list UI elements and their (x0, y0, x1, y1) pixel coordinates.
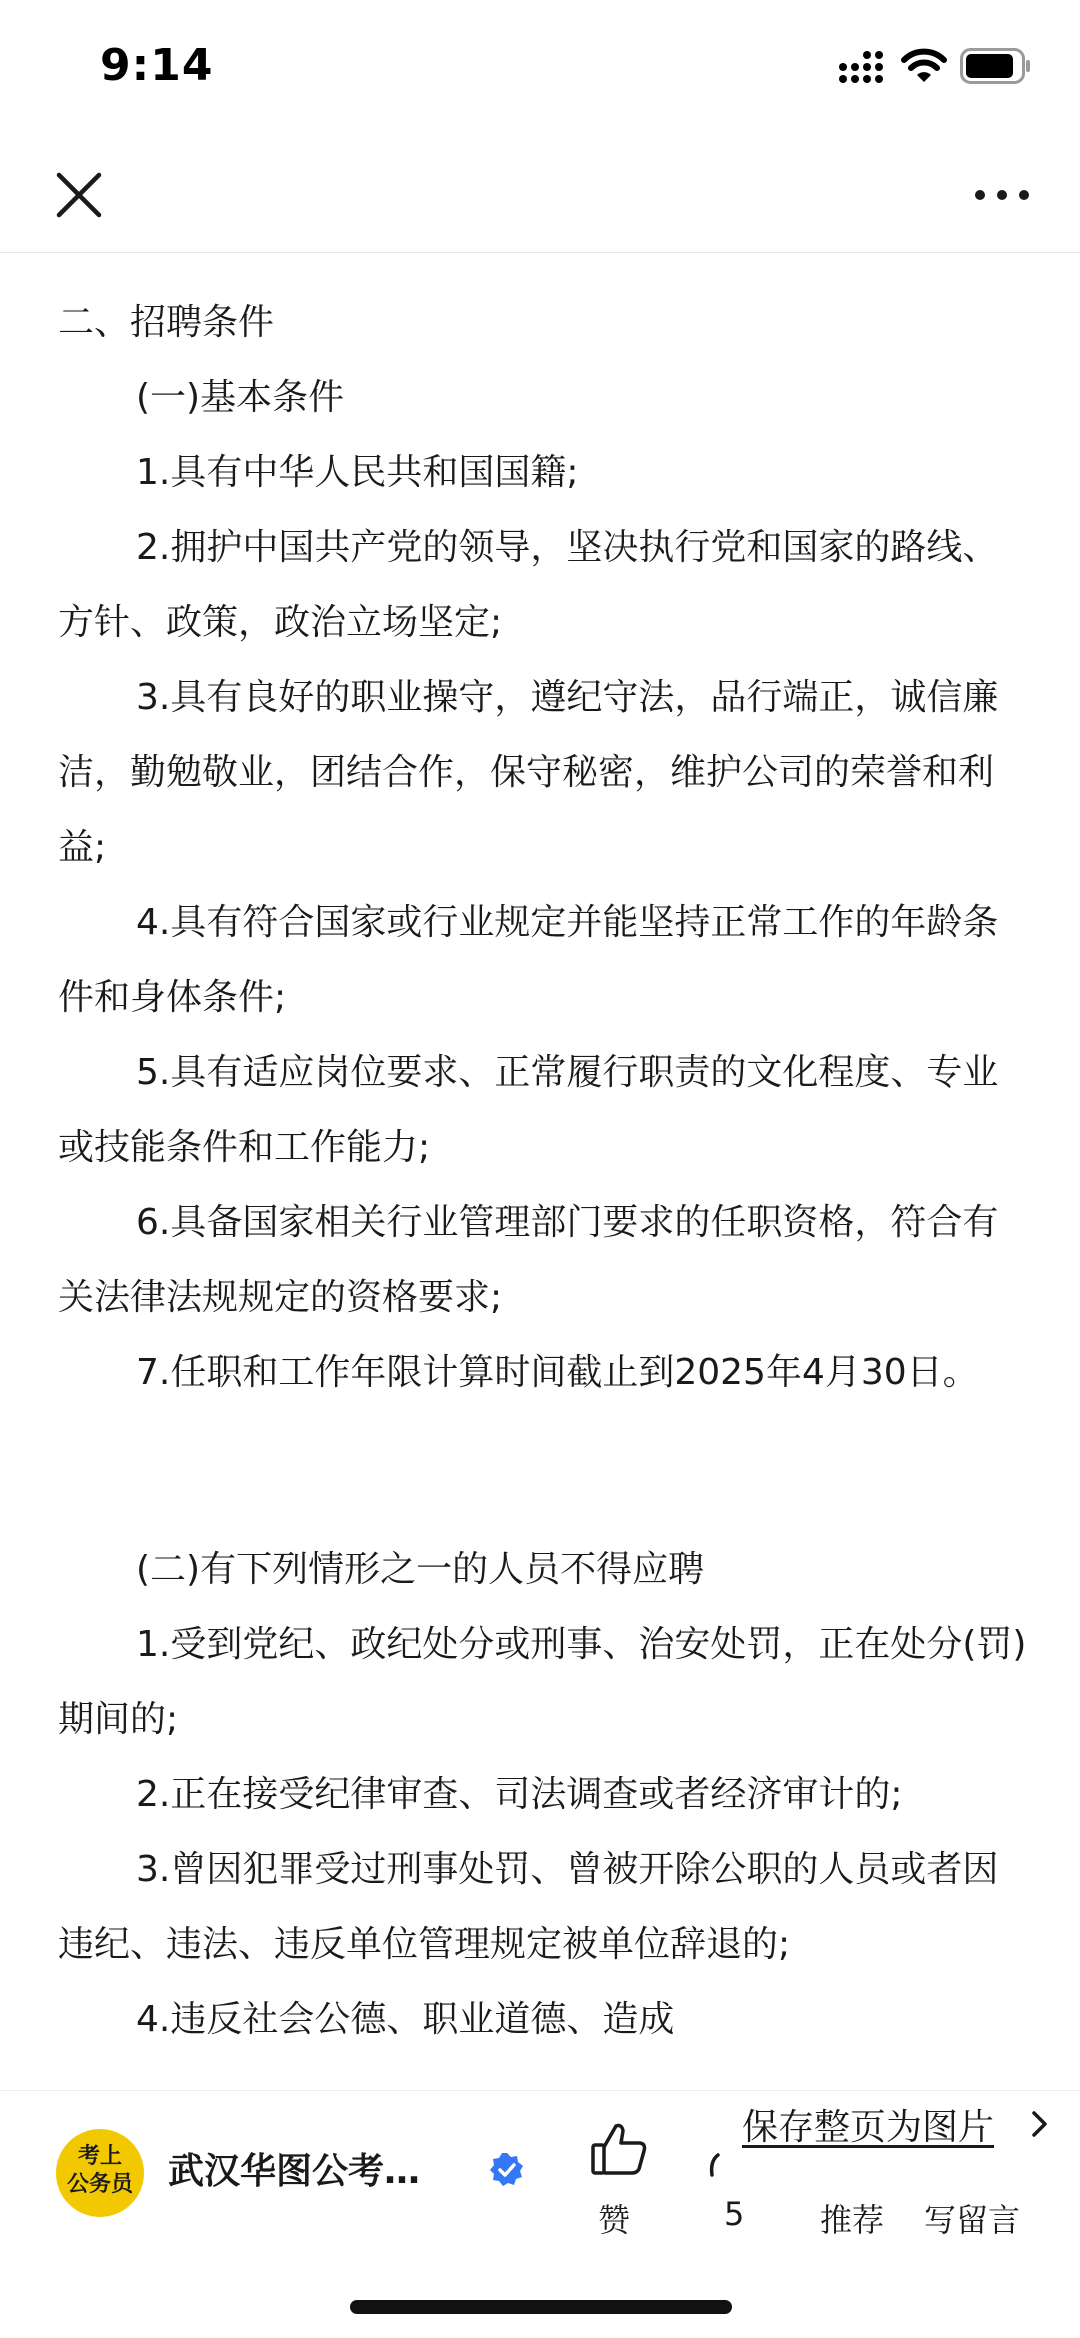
save-page-as-image-link[interactable]: 保存整页为图片 (742, 2107, 995, 2148)
like-label[interactable]: 赞 (598, 2201, 631, 2239)
home-indicator[interactable] (350, 2300, 732, 2314)
verified-badge-icon (488, 2151, 526, 2189)
write-comment-button[interactable]: 写留言 (924, 2201, 1021, 2239)
article-paragraph: 1.具有中华人民共和国国籍; (136, 452, 579, 493)
thumbs-up-icon[interactable] (590, 2121, 648, 2177)
battery-icon (960, 48, 1032, 84)
article-paragraph: 2.正在接受纪律审查、司法调查或者经济审计的; (136, 1774, 903, 1815)
article-paragraph: 3.曾因犯罪受过刑事处罚、曾被开除公职的人员或者因违纪、违法、违反单位管理规定被单位辞退的; (58, 1849, 999, 1965)
article-paragraph: 2.拥护中国共产党的领导，坚决执行党和国家的路线、方针、政策，政治立场坚定; (58, 527, 999, 643)
article-body (58, 285, 1028, 2057)
subsection-heading: (一)基本条件 (136, 377, 345, 418)
signal-icon (838, 48, 888, 86)
article-paragraph: 1.受到党纪、政纪处分或刑事、治安处罚，正在处分(罚)期间的; (58, 1624, 1027, 1740)
author-name[interactable]: 武汉华图公考… (168, 2151, 421, 2192)
nav-bar (0, 140, 1080, 253)
share-icon[interactable] (708, 2151, 720, 2181)
paragraph-spacer (58, 1410, 1028, 1532)
avatar-logo-line: 考上 (77, 2144, 122, 2169)
more-icon[interactable] (972, 180, 1032, 210)
chevron-right-icon[interactable] (1030, 2109, 1050, 2139)
share-count[interactable]: 5 (724, 2195, 745, 2233)
article-paragraph: 4.违反社会公德、职业道德、造成 (136, 1999, 675, 2040)
recommend-button[interactable]: 推荐 (820, 2201, 885, 2239)
close-icon[interactable] (54, 170, 104, 220)
status-time: 9:14 (100, 40, 214, 91)
author-avatar[interactable] (56, 2129, 144, 2217)
wifi-icon (900, 46, 948, 86)
article-paragraph: 4.具有符合国家或行业规定并能坚持正常工作的年龄条件和身体条件; (58, 902, 999, 1018)
avatar-logo (56, 2143, 144, 2199)
avatar-logo-line: 公务员 (66, 2172, 133, 2197)
article-paragraph: 6.具备国家相关行业管理部门要求的任职资格，符合有关法律法规规定的资格要求; (58, 1202, 999, 1318)
article-paragraph: 7.任职和工作年限计算时间截止到2025年4月30日。 (136, 1352, 979, 1393)
status-bar (0, 0, 1080, 140)
subsection-heading: (二)有下列情形之一的人员不得应聘 (136, 1549, 705, 1590)
section-heading: 二、招聘条件 (58, 302, 275, 343)
article-paragraph: 5.具有适应岗位要求、正常履行职责的文化程度、专业或技能条件和工作能力; (58, 1052, 999, 1168)
article-paragraph: 3.具有良好的职业操守，遵纪守法，品行端正，诚信廉洁，勤勉敬业，团结合作，保守秘密，维护公司的荣誉和利益; (58, 677, 999, 868)
